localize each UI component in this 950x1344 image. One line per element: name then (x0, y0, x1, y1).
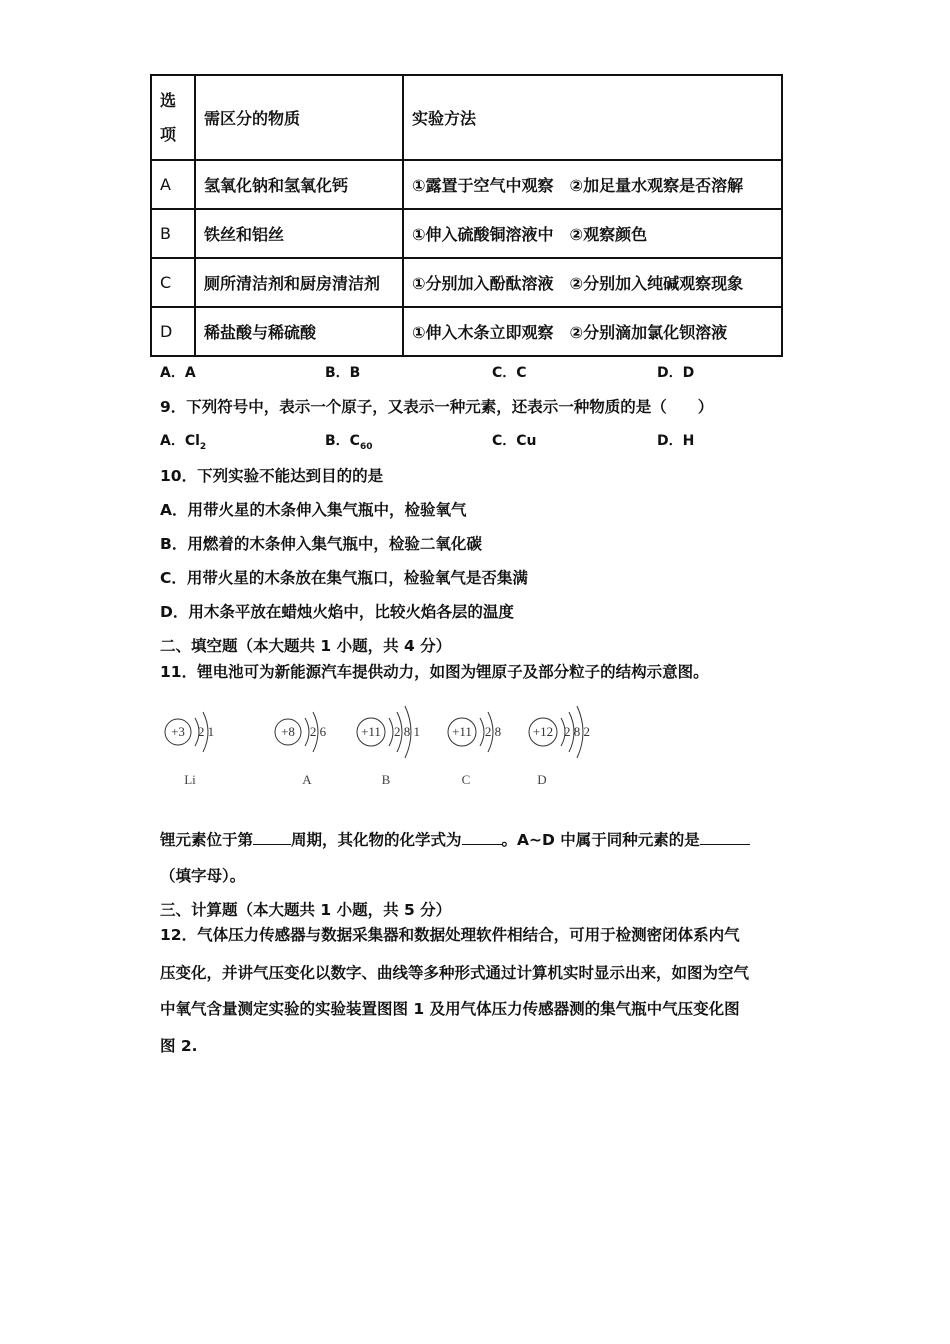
row-substances: 铁丝和铝丝 (195, 209, 403, 258)
q12-line-1: 12．气体压力传感器与数据采集器和数据处理软件相结合，可用于检测密闭体系内气 (160, 926, 740, 944)
q11-stem: 11．锂电池可为新能源汽车提供动力，如图为锂原子及部分粒子的结构示意图。 (160, 663, 709, 681)
q9-choice-b[interactable]: B．$C_{60}$ (325, 433, 373, 452)
q10-choice-d[interactable]: D．用木条平放在蜡烛火焰中，比较火焰各层的温度 (160, 603, 514, 621)
atom-d (529, 706, 590, 787)
q12-line-2: 压变化，并讲气压变化以数字、曲线等多种形式通过计算机实时显示出来，如图为空气 (160, 964, 750, 982)
atom-c (448, 712, 501, 787)
q8-table (150, 74, 783, 357)
atom-structure-diagram (150, 696, 650, 796)
table-row (151, 160, 782, 209)
q8-choice-d[interactable]: D．D (657, 365, 695, 381)
row-option: C (151, 258, 195, 307)
row-substances: 稀盐酸与稀硫酸 (195, 307, 403, 356)
option-header: 选 项 (151, 75, 195, 160)
row-option: D (151, 307, 195, 356)
table-row (151, 258, 782, 307)
method-header: 实验方法 (403, 75, 782, 160)
q11-blank-line: 锂元素位于第 周期，其化物的化学式为 。A~D 中属于同种元素的是 (160, 828, 750, 850)
q12-line-3: 中氧气含量测定实验的实验装置图图 1 及用气体压力传感器测的集气瓶中气压变化图 (160, 1000, 740, 1018)
blank-same-element[interactable] (700, 830, 750, 845)
table-row (151, 307, 782, 356)
atom-li-label: Li (184, 772, 196, 787)
q9-choice-c[interactable]: C．Cu (492, 433, 537, 449)
row-method: ①分别加入酚酞溶液 ②分别加入纯碱观察现象 (403, 258, 782, 307)
section-2-title: 二、填空题（本大题共 1 小题，共 4 分） (160, 637, 452, 655)
row-option: B (151, 209, 195, 258)
q10-stem: 10．下列实验不能达到目的的是 (160, 467, 384, 485)
row-substances: 氢氧化钠和氢氧化钙 (195, 160, 403, 209)
atom-a-electrons: 2 6 (309, 724, 327, 739)
atom-a-nucleus: +8 (281, 724, 295, 739)
blank-formula[interactable] (462, 830, 502, 845)
atom-b-nucleus: +11 (361, 724, 381, 739)
atom-c-label: C (461, 772, 471, 787)
q9-choice-d[interactable]: D．H (657, 433, 695, 449)
atom-d-label: D (537, 772, 547, 787)
atom-li-electrons: 2 1 (197, 724, 215, 739)
atom-d-electrons: 2 8 2 (564, 724, 590, 739)
row-substances: 厕所清洁剂和厨房清洁剂 (195, 258, 403, 307)
q9-stem: 9．下列符号中，表示一个原子，又表示一种元素，还表示一种物质的是（ ） (160, 398, 714, 416)
atom-c-nucleus: +11 (452, 724, 472, 739)
atom-c-electrons: 2 8 (484, 724, 502, 739)
section-3-title: 三、计算题（本大题共 1 小题，共 5 分） (160, 901, 452, 919)
row-method: ①伸入木条立即观察 ②分别滴加氯化钡溶液 (403, 307, 782, 356)
atom-li-nucleus: +3 (171, 724, 185, 739)
q12-line-4: 图 2. (160, 1037, 198, 1055)
atom-d-nucleus: +12 (532, 724, 554, 739)
q11-blank-end: （填字母）。 (160, 867, 246, 885)
atom-li (165, 712, 214, 787)
table-header-row (151, 75, 782, 160)
q8-choice-b[interactable]: B．B (325, 365, 361, 381)
q10-choice-a[interactable]: A．用带火星的木条伸入集气瓶中，检验氧气 (160, 501, 467, 519)
q9-choice-a[interactable]: A．$Cl_2$ (160, 433, 207, 452)
substances-header: 需区分的物质 (195, 75, 403, 160)
q10-choice-b[interactable]: B．用燃着的木条伸入集气瓶中，检验二氧化碳 (160, 535, 482, 553)
row-option: A (151, 160, 195, 209)
q8-choice-c[interactable]: C．C (492, 365, 527, 381)
atom-a (275, 712, 327, 787)
row-method: ①露置于空气中观察 ②加足量水观察是否溶解 (403, 160, 782, 209)
q8-choice-a[interactable]: A．A (160, 365, 196, 381)
atom-b-electrons: 2 8 1 (394, 724, 420, 739)
table-row (151, 209, 782, 258)
row-method: ①伸入硫酸铜溶液中 ②观察颜色 (403, 209, 782, 258)
blank-period[interactable] (253, 830, 291, 845)
q10-choice-c[interactable]: C．用带火星的木条放在集气瓶口，检验氧气是否集满 (160, 569, 528, 587)
atom-a-label: A (302, 772, 312, 787)
atom-b (357, 706, 420, 787)
atom-b-label: B (381, 772, 391, 787)
